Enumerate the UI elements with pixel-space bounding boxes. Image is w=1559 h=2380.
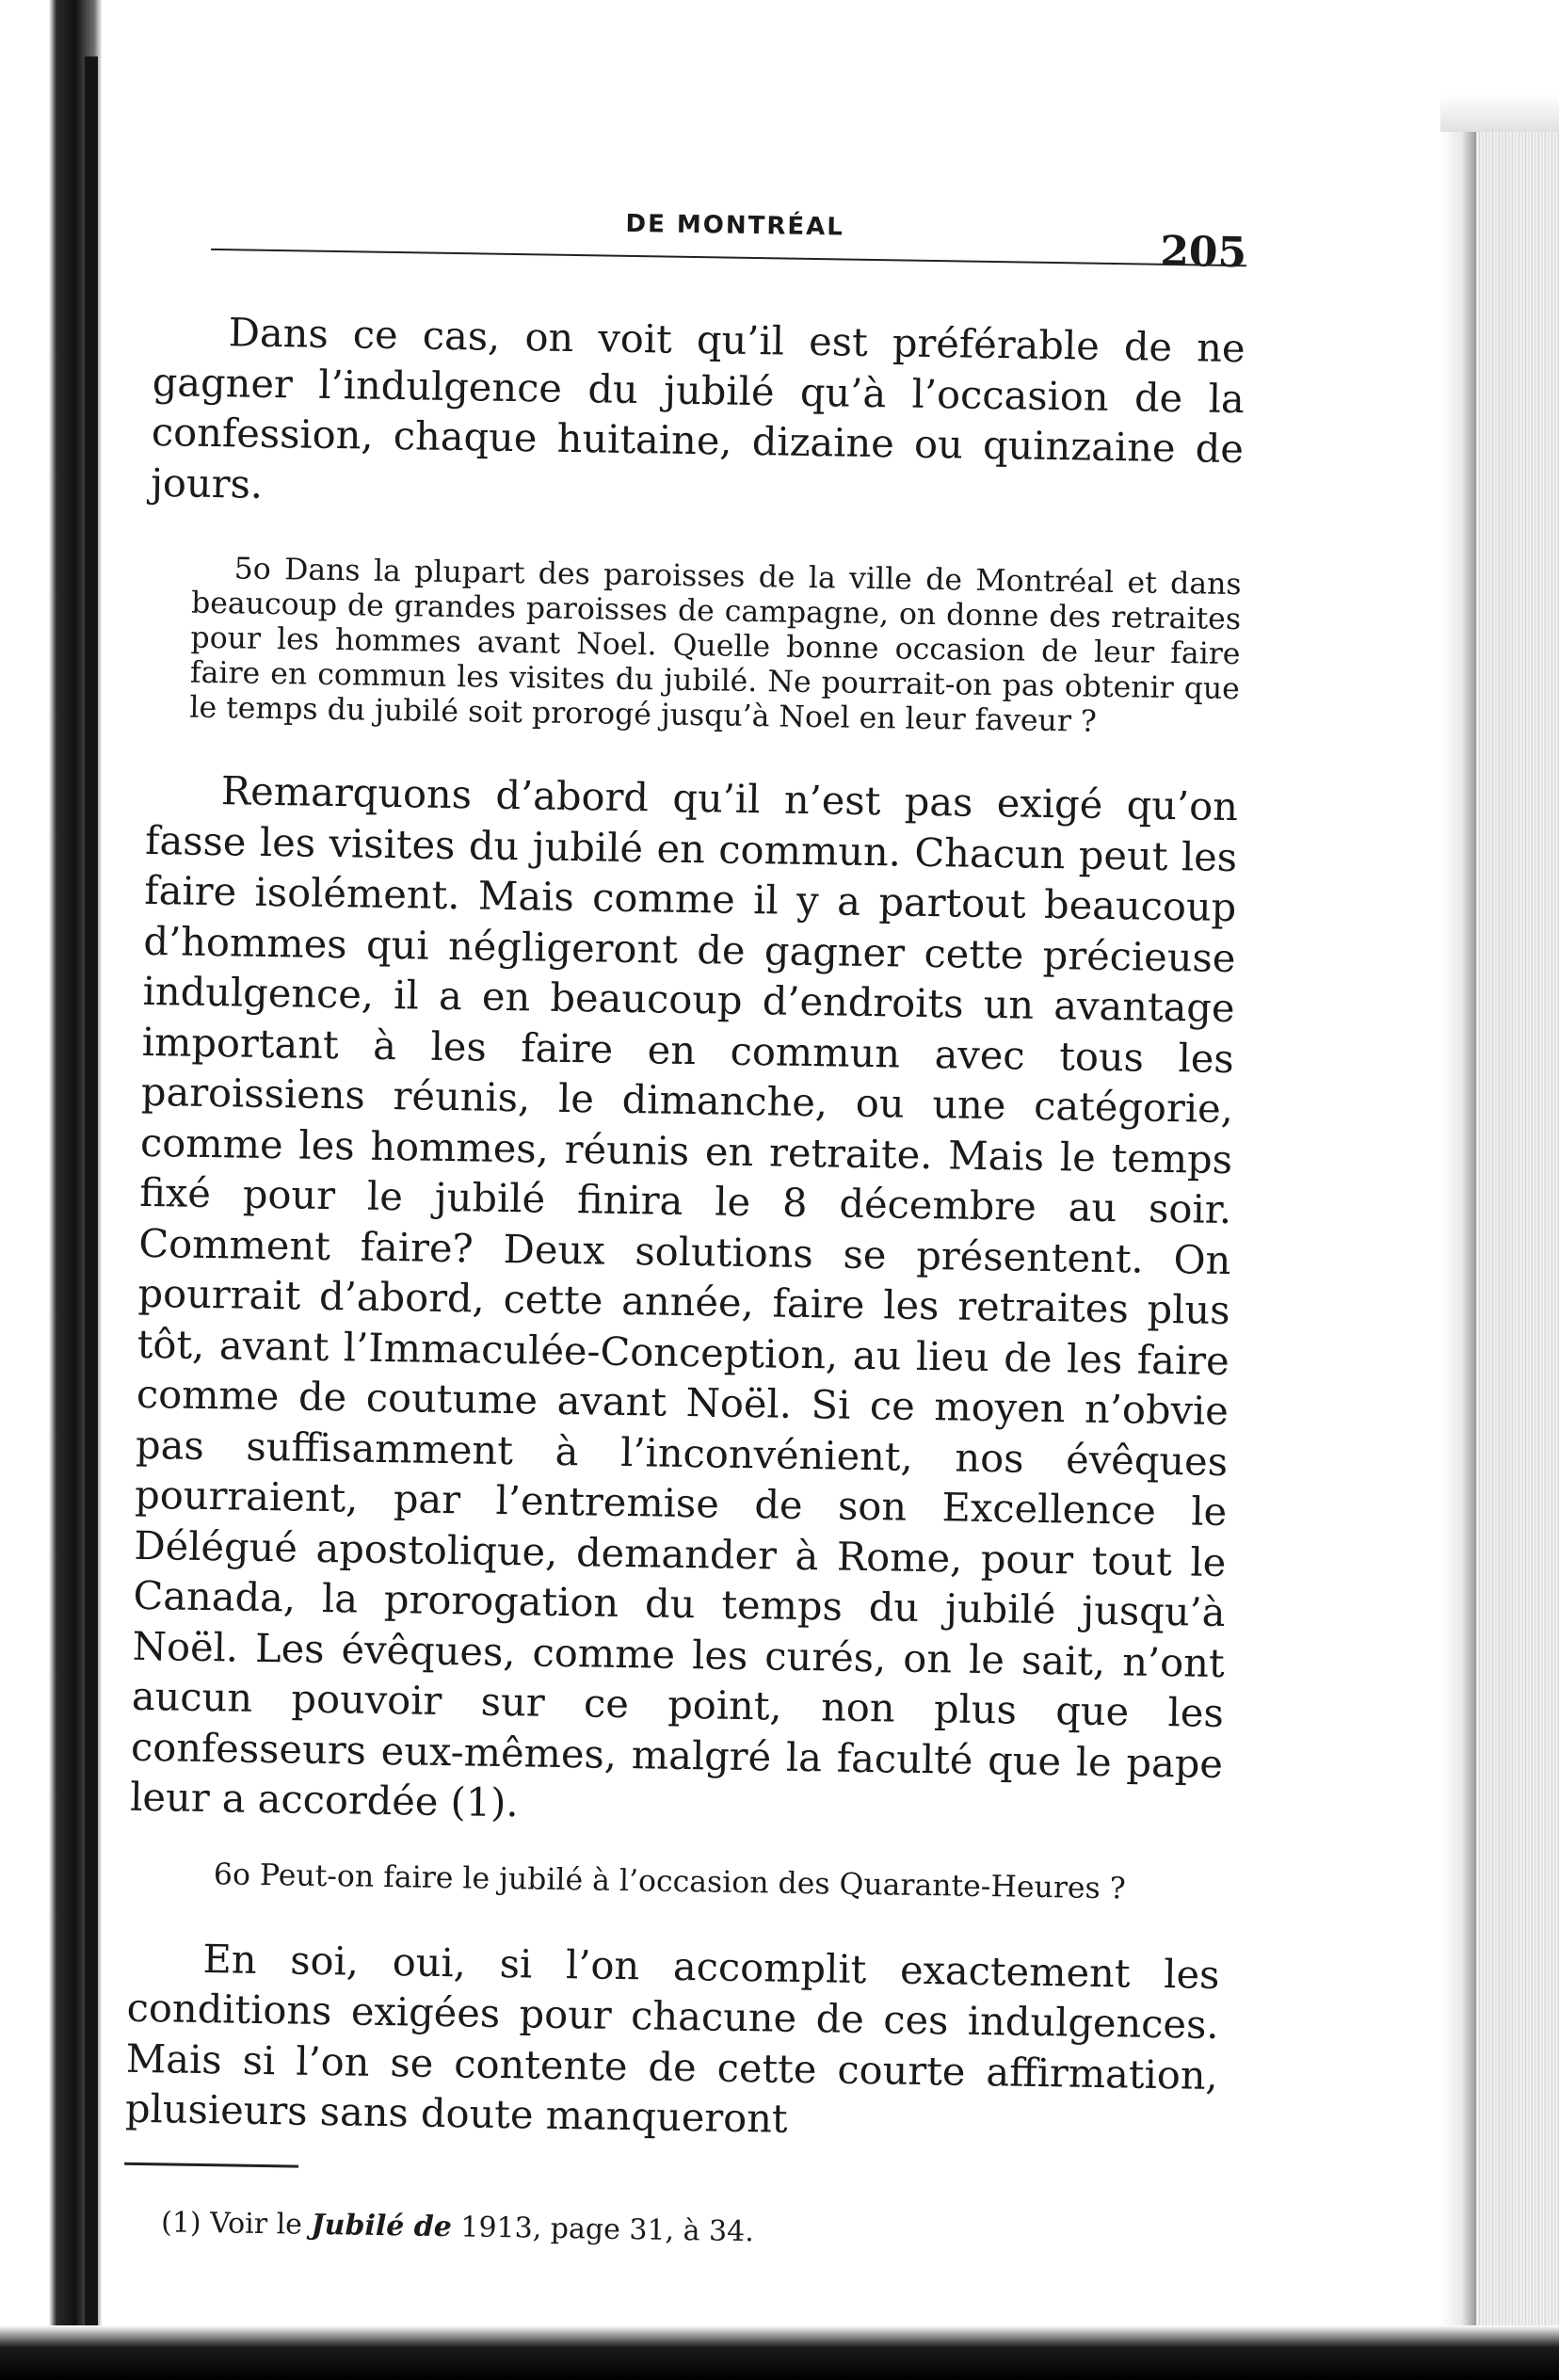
book-binding-edge xyxy=(85,56,98,2354)
page-stack-edge xyxy=(1476,94,1559,2380)
bottom-scan-shadow xyxy=(0,2325,1559,2380)
running-head: DE MONTRÉAL xyxy=(625,209,845,242)
question-6: 6o Peut-on faire le jubilé à l’occasion des Quarante-Heures ? xyxy=(213,1857,1126,1906)
footnote-text-after: 1913, page 31, à 34. xyxy=(460,2210,755,2248)
header-rule xyxy=(211,249,1246,266)
footnote-italic-title: Jubilé de xyxy=(311,2208,453,2243)
question-5: 5o Dans la plupart des paroisses de la ville de Montréal et dans beaucoup de grandes paroisses de campagne, on donne des retraites pour les hommes avant Noel. Quelle bonne occasion de leur faire faire en commun les visites du jubilé. Ne pourrait-on pas obtenir que le temps du jubilé soit prorogé jusqu’à Noel en leur faveur ? xyxy=(189,552,1242,739)
page-number: 205 xyxy=(1159,227,1247,278)
footnote xyxy=(161,2205,1215,2258)
page-stack-top xyxy=(1440,94,1559,132)
footnote-marker: (1) xyxy=(160,2205,201,2240)
paragraph-3: En soi, oui, si l’on accomplit exactement les conditions exigées pour chacune de ces indulgences. Mais si l’on se contente de cette courte affirmation, plusieurs sans doute manqueront xyxy=(124,1935,1220,2142)
page-header xyxy=(153,193,1247,323)
footnote-rule xyxy=(124,2162,298,2167)
paragraph-2: Remarquons d’abord qu’il n’est pas exigé qu’on fasse les visites du jubilé en commun. Chacun peut les faire isolément. Mais comme il y a partout beaucoup d’hommes qui négligeront de gagner cette précieuse indulgence, il a en beaucoup d’endroits un avantage important à les faire en commun avec tous les paroissiens réunis, le dimanche, ou une catégorie, comme les hommes, réunis en retraite. Mais le temps fixé pour le jubilé finira le 8 décembre au soir. Comment faire? Deux solutions se présentent. On pourrait d’abord, cette année, faire les retraites plus tôt, avant l’Immaculée-Conception, au lieu de les faire comme de coutume avant Noël. Si ce moyen n’obvie pas suffisamment à l’inconvénient, nos évêques pourraient, par l’entremise de son Excellence le Délégué apostolique, demander à Rome, pour tout le Canada, la prorogation du temps du jubilé jusqu’à Noël. Les évêques, comme les curés, on le sait, n’ont aucun pouvoir sur ce point, non plus que les confesseurs eux-mêmes, malgré la faculté que le pape leur a accordée (1). xyxy=(129,767,1239,1826)
page-stack-shadow xyxy=(1440,113,1476,2372)
footnote-text-before: Voir le xyxy=(209,2206,303,2242)
page-text-block xyxy=(123,193,1247,2257)
paragraph-1: Dans ce cas, on voit qu’il est préférable de ne gagner l’indulgence du jubilé qu’à l’occasion de la confession, chaque huitaine, dizaine ou quinzaine de jours. xyxy=(150,309,1246,507)
